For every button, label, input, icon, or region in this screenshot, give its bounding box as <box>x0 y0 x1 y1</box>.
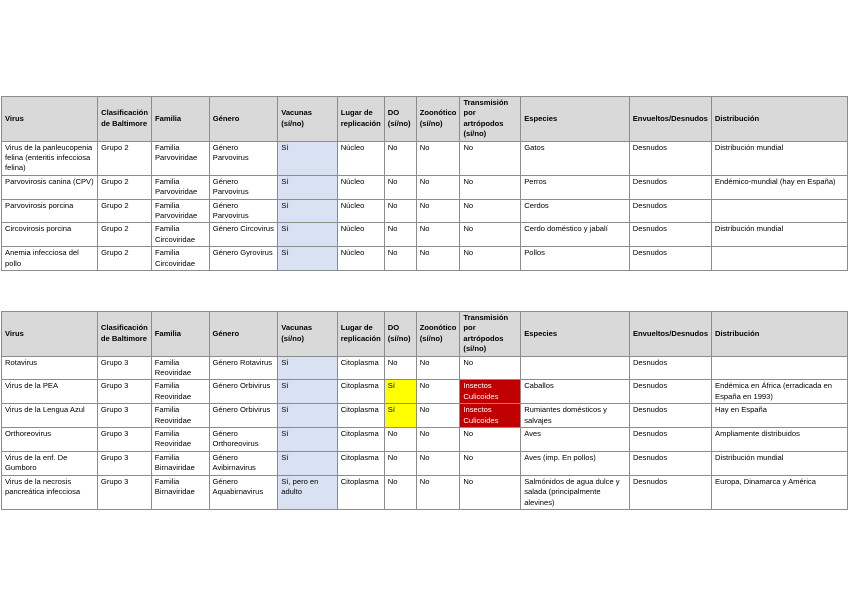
cell-especies: Caballos <box>521 380 630 404</box>
cell-zoonotico: No <box>416 380 460 404</box>
cell-zoonotico: No <box>416 247 460 271</box>
cell-familia: Familia Parvoviridae <box>151 141 209 175</box>
header-envueltos: Envueltos/Desnudos <box>629 312 711 357</box>
cell-replicacion: Citoplasma <box>337 404 384 428</box>
cell-zoonotico: No <box>416 451 460 475</box>
header-baltimore: Clasificación de Baltimore <box>98 97 152 142</box>
cell-envueltos: Desnudos <box>629 199 711 223</box>
table-row <box>2 356 848 380</box>
cell-replicacion: Núcleo <box>337 223 384 247</box>
header-replicacion: Lugar de replicación <box>337 312 384 357</box>
header-artropodos: Transmisión por artrópodos (sí/no) <box>460 312 521 357</box>
cell-familia: Familia Reoviridae <box>151 356 209 380</box>
table-row <box>2 223 848 247</box>
cell-baltimore: Grupo 2 <box>98 247 152 271</box>
cell-distribucion <box>711 199 847 223</box>
cell-distribucion: Distribución mundial <box>711 223 847 247</box>
cell-virus: Virus de la PEA <box>2 380 98 404</box>
cell-do: No <box>384 223 416 247</box>
table-row <box>2 404 848 428</box>
cell-virus: Virus de la panleucopenia felina (enteritis infecciosa felina) <box>2 141 98 175</box>
cell-envueltos: Desnudos <box>629 404 711 428</box>
cell-genero: Género Gyrovirus <box>209 247 277 271</box>
cell-baltimore: Grupo 2 <box>98 175 152 199</box>
cell-familia: Familia Birnaviridae <box>151 475 209 509</box>
cell-do: No <box>384 141 416 175</box>
cell-vacunas: Sí <box>278 141 338 175</box>
cell-genero: Género Rotavirus <box>209 356 278 380</box>
cell-familia: Familia Parvoviridae <box>151 199 209 223</box>
cell-vacunas: Sí <box>278 428 337 452</box>
table-row <box>2 141 848 175</box>
cell-vacunas: Sí <box>278 223 338 247</box>
table-header-row <box>2 312 848 357</box>
cell-especies: Perros <box>521 175 630 199</box>
cell-vacunas: Sí <box>278 356 337 380</box>
header-do: DO (sí/no) <box>384 97 416 142</box>
cell-virus: Parvovirosis canina (CPV) <box>2 175 98 199</box>
cell-baltimore: Grupo 3 <box>97 451 151 475</box>
cell-vacunas: Sí <box>278 247 338 271</box>
cell-baltimore: Grupo 3 <box>97 475 151 509</box>
cell-envueltos: Desnudos <box>629 141 711 175</box>
cell-genero: Género Circovirus <box>209 223 277 247</box>
cell-especies <box>521 356 630 380</box>
header-virus: Virus <box>2 97 98 142</box>
table-row <box>2 175 848 199</box>
cell-especies: Aves <box>521 428 630 452</box>
header-distribucion: Distribución <box>712 312 848 357</box>
cell-familia: Familia Parvoviridae <box>151 175 209 199</box>
header-envueltos: Envueltos/Desnudos <box>629 97 711 142</box>
table-row <box>2 247 848 271</box>
header-vacunas: Vacunas (sí/no) <box>278 312 337 357</box>
cell-artropodos: No <box>460 428 521 452</box>
cell-genero: Género Orthoreovirus <box>209 428 278 452</box>
cell-genero: Género Parvovirus <box>209 141 277 175</box>
cell-especies: Rumiantes domésticos y salvajes <box>521 404 630 428</box>
table-body <box>2 141 848 270</box>
header-zoonotico: Zoonótico (sí/no) <box>416 312 460 357</box>
table-row <box>2 451 848 475</box>
cell-replicacion: Núcleo <box>337 199 384 223</box>
cell-artropodos: No <box>460 199 521 223</box>
cell-familia: Familia Circoviridae <box>151 223 209 247</box>
cell-baltimore: Grupo 2 <box>98 141 152 175</box>
cell-genero: Género Orbivirus <box>209 404 278 428</box>
cell-genero: Género Avibirnavirus <box>209 451 278 475</box>
header-especies: Especies <box>521 312 630 357</box>
cell-envueltos: Desnudos <box>629 223 711 247</box>
cell-artropodos: No <box>460 141 521 175</box>
cell-envueltos: Desnudos <box>629 451 711 475</box>
cell-envueltos: Desnudos <box>629 356 711 380</box>
cell-zoonotico: No <box>416 356 460 380</box>
cell-familia: Familia Reoviridae <box>151 404 209 428</box>
table-row <box>2 380 848 404</box>
cell-especies: Cerdo doméstico y jabalí <box>521 223 630 247</box>
cell-virus: Rotavirus <box>2 356 98 380</box>
cell-genero: Género Orbivirus <box>209 380 278 404</box>
table-row <box>2 475 848 509</box>
cell-zoonotico: No <box>416 223 460 247</box>
cell-distribucion: Ampliamente distribuidos <box>712 428 848 452</box>
cell-distribucion: Distribución mundial <box>711 141 847 175</box>
table-header-row <box>2 97 848 142</box>
cell-zoonotico: No <box>416 199 460 223</box>
cell-virus: Orthoreovirus <box>2 428 98 452</box>
cell-vacunas: Sí <box>278 380 337 404</box>
cell-vacunas: Sí <box>278 451 337 475</box>
cell-do: No <box>384 356 416 380</box>
cell-do: No <box>384 475 416 509</box>
cell-familia: Familia Birnaviridae <box>151 451 209 475</box>
cell-zoonotico: No <box>416 141 460 175</box>
cell-baltimore: Grupo 2 <box>98 199 152 223</box>
header-baltimore: Clasificación de Baltimore <box>97 312 151 357</box>
cell-envueltos: Desnudos <box>629 175 711 199</box>
cell-distribucion: Europa, Dinamarca y América <box>712 475 848 509</box>
cell-virus: Parvovirosis porcina <box>2 199 98 223</box>
cell-artropodos: No <box>460 223 521 247</box>
cell-baltimore: Grupo 3 <box>97 428 151 452</box>
cell-familia: Familia Reoviridae <box>151 428 209 452</box>
cell-especies: Aves (imp. En pollos) <box>521 451 630 475</box>
header-vacunas: Vacunas (sí/no) <box>278 97 338 142</box>
cell-vacunas: Sí <box>278 175 338 199</box>
cell-especies: Gatos <box>521 141 630 175</box>
cell-do: No <box>384 428 416 452</box>
cell-baltimore: Grupo 3 <box>97 356 151 380</box>
table-row <box>2 199 848 223</box>
cell-virus: Anemia infecciosa del pollo <box>2 247 98 271</box>
cell-genero: Género Aquabirnavirus <box>209 475 278 509</box>
cell-baltimore: Grupo 3 <box>97 380 151 404</box>
header-distribucion: Distribución <box>711 97 847 142</box>
cell-do: No <box>384 199 416 223</box>
cell-baltimore: Grupo 2 <box>98 223 152 247</box>
header-genero: Género <box>209 312 278 357</box>
cell-artropodos: Insectos Culicoides <box>460 404 521 428</box>
cell-replicacion: Núcleo <box>337 247 384 271</box>
table-body <box>2 356 848 509</box>
cell-envueltos: Desnudos <box>629 475 711 509</box>
header-replicacion: Lugar de replicación <box>337 97 384 142</box>
cell-virus: Virus de la Lengua Azul <box>2 404 98 428</box>
header-genero: Género <box>209 97 277 142</box>
virus-table-group-3 <box>1 311 848 510</box>
header-virus: Virus <box>2 312 98 357</box>
cell-distribucion: Endémico-mundial (hay en España) <box>711 175 847 199</box>
cell-zoonotico: No <box>416 404 460 428</box>
cell-genero: Género Parvovirus <box>209 199 277 223</box>
cell-replicacion: Citoplasma <box>337 428 384 452</box>
cell-artropodos: Insectos Culicoides <box>460 380 521 404</box>
cell-artropodos: No <box>460 356 521 380</box>
cell-do: No <box>384 451 416 475</box>
cell-distribucion: Endémica en África (erradicada en España en 1993) <box>712 380 848 404</box>
header-familia: Familia <box>151 312 209 357</box>
table-row <box>2 428 848 452</box>
cell-distribucion <box>711 247 847 271</box>
cell-especies: Cerdos <box>521 199 630 223</box>
cell-replicacion: Citoplasma <box>337 380 384 404</box>
cell-virus: Virus de la enf. De Gumboro <box>2 451 98 475</box>
cell-artropodos: No <box>460 175 521 199</box>
cell-especies: Salmónidos de agua dulce y salada (principalmente alevines) <box>521 475 630 509</box>
cell-replicacion: Citoplasma <box>337 475 384 509</box>
cell-do: No <box>384 247 416 271</box>
cell-replicacion: Citoplasma <box>337 356 384 380</box>
cell-virus: Virus de la necrosis pancreática infecciosa <box>2 475 98 509</box>
header-familia: Familia <box>151 97 209 142</box>
cell-envueltos: Desnudos <box>629 428 711 452</box>
cell-zoonotico: No <box>416 175 460 199</box>
cell-familia: Familia Circoviridae <box>151 247 209 271</box>
cell-vacunas: Sí <box>278 404 337 428</box>
cell-genero: Género Parvovirus <box>209 175 277 199</box>
header-artropodos: Transmisión por artrópodos (sí/no) <box>460 97 521 142</box>
cell-do: No <box>384 175 416 199</box>
header-zoonotico: Zoonótico (sí/no) <box>416 97 460 142</box>
cell-envueltos: Desnudos <box>629 380 711 404</box>
header-do: DO (sí/no) <box>384 312 416 357</box>
cell-envueltos: Desnudos <box>629 247 711 271</box>
cell-vacunas: Sí <box>278 199 338 223</box>
cell-zoonotico: No <box>416 428 460 452</box>
header-especies: Especies <box>521 97 630 142</box>
cell-artropodos: No <box>460 451 521 475</box>
cell-replicacion: Núcleo <box>337 175 384 199</box>
cell-baltimore: Grupo 3 <box>97 404 151 428</box>
cell-virus: Circovirosis porcina <box>2 223 98 247</box>
cell-artropodos: No <box>460 247 521 271</box>
virus-table-group-2 <box>1 96 848 271</box>
cell-especies: Pollos <box>521 247 630 271</box>
cell-do: Sí <box>384 380 416 404</box>
cell-distribucion <box>712 356 848 380</box>
cell-zoonotico: No <box>416 475 460 509</box>
cell-distribucion: Hay en España <box>712 404 848 428</box>
cell-replicacion: Citoplasma <box>337 451 384 475</box>
cell-distribucion: Distribución mundial <box>712 451 848 475</box>
cell-replicacion: Núcleo <box>337 141 384 175</box>
cell-do: Sí <box>384 404 416 428</box>
cell-familia: Familia Reoviridae <box>151 380 209 404</box>
cell-vacunas: Sí, pero en adulto <box>278 475 337 509</box>
cell-artropodos: No <box>460 475 521 509</box>
